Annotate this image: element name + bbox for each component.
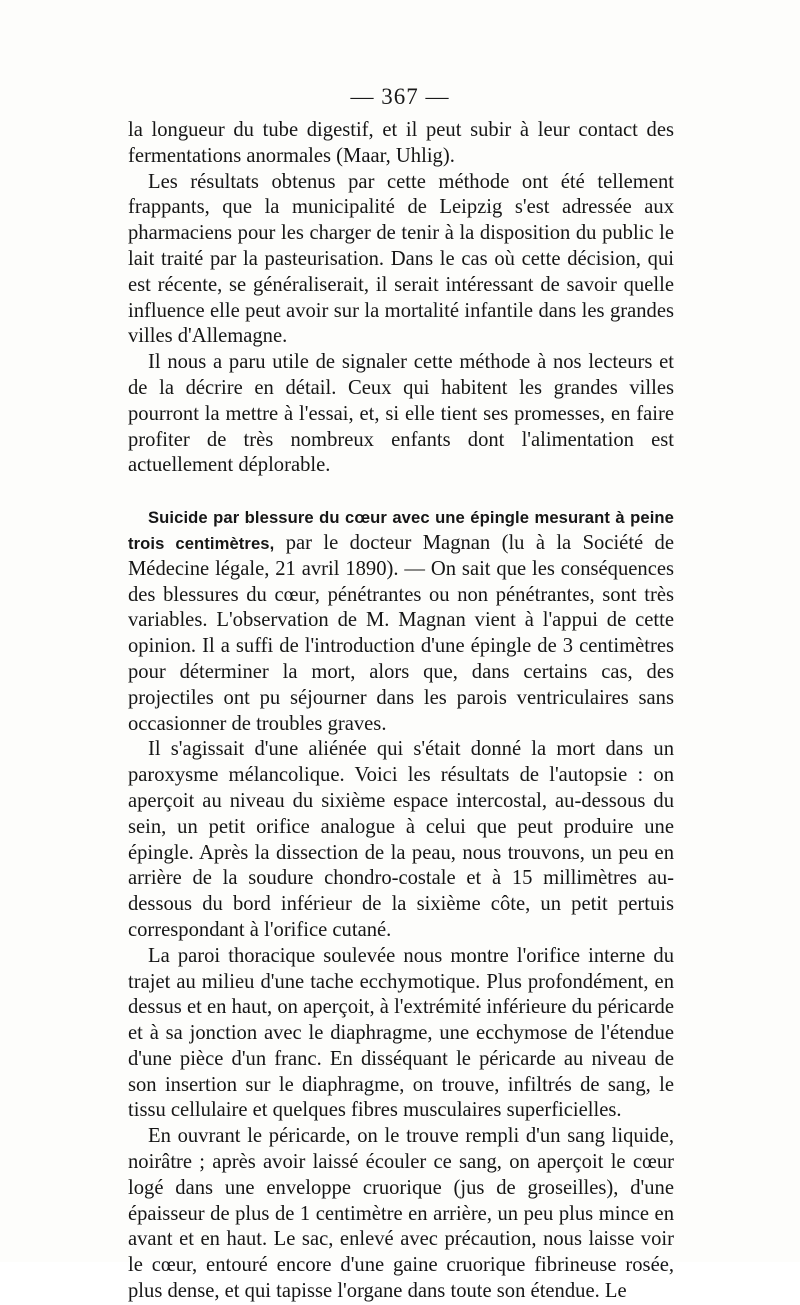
body-text <box>128 118 674 1305</box>
page-number: — 367 — <box>350 84 450 109</box>
paragraph: La paroi thoracique soulevée nous montre l'orifice interne du trajet au milieu d'une tache ecchymotique. Plus profondément, en dessus et en haut, on aperçoit, à l'extrémité inférieure du péricarde et à sa jonction avec le diaphragme, une ecchymose de l'étendue d'une pièce d'un franc. En disséquant le péricarde au niveau de son insertion sur le diaphragme, on trouve, infiltrés de sang, le tissu cellulaire et quelques fibres musculaires superficielles. <box>128 944 674 1122</box>
paragraph: En ouvrant le péricarde, on le trouve rempli d'un sang liquide, noirâtre ; après avoir laissé écouler ce sang, on aperçoit le cœur logé dans une enveloppe cruorique (jus de groseilles), d'une épaisseur de plus de 1 centimètre en arrière, un peu plus mince en avant et en haut. Le sac, enlevé avec précaution, nous laisse voir le cœur, entouré encore d'une gaine cruorique fibrineuse rosée, plus dense, et qui tapisse l'organe dans toute son étendue. Le <box>128 1125 674 1303</box>
section-heading: Suicide par blessure du cœur avec une épingle mesurant à peine trois centimètres, <box>128 508 674 553</box>
paragraph: Il nous a paru utile de signaler cette méthode à nos lecteurs et de la décrire en détail. Ceux qui habitent les grandes villes pourront la mettre à l'essai, et, si elle tient ses promesses, en faire profiter de très nombreux enfants dont l'alimentation est actuellement déplorable. <box>128 351 674 477</box>
paragraph: Les résultats obtenus par cette méthode ont été tellement frappants, que la municipalité de Leipzig s'est adressée aux pharmaciens pour les charger de tenir à la disposition du public le lait traité par la pasteurisation. Dans le cas où cette décision, qui est récente, se généraliserait, il serait intéressant de savoir quelle influence elle peut avoir sur la mortalité infantile dans les grandes villes d'Allemagne. <box>128 170 674 348</box>
section-intro-paragraph <box>128 505 674 737</box>
section-divider-space <box>128 479 674 505</box>
paragraph: Il s'agissait d'une aliénée qui s'était donné la mort dans un paroxysme mélancolique. Voici les résultats de l'autopsie : on aperçoit au niveau du sixième espace intercostal, au-dessous du sein, un petit orifice analogue à celui que peut produire une épingle. Après la dissection de la peau, nous trouvons, un peu en arrière de la soudure chondro-costale et à 15 millimètres au-dessous du bord inférieur de la sixième côte, un petit pertuis correspondant à l'orifice cutané. <box>128 738 674 941</box>
section-intro-text: par le docteur Magnan (lu à la Société de Médecine légale, 21 avril 1890). — On sait que les conséquences des blessures du cœur, pénétrantes ou non pénétrantes, sont très variables. L'observation de M. Magnan vient à l'appui de cette opinion. Il a suffi de l'introduction d'une épingle de 3 centimètres pour déterminer la mort, alors que, dans certains cas, des projectiles ont pu séjourner dans les parois ventriculaires sans occasionner de troubles graves. <box>128 531 674 735</box>
paragraph: la longueur du tube digestif, et il peut subir à leur contact des fermentations anormales (Maar, Uhlig). <box>128 119 674 167</box>
